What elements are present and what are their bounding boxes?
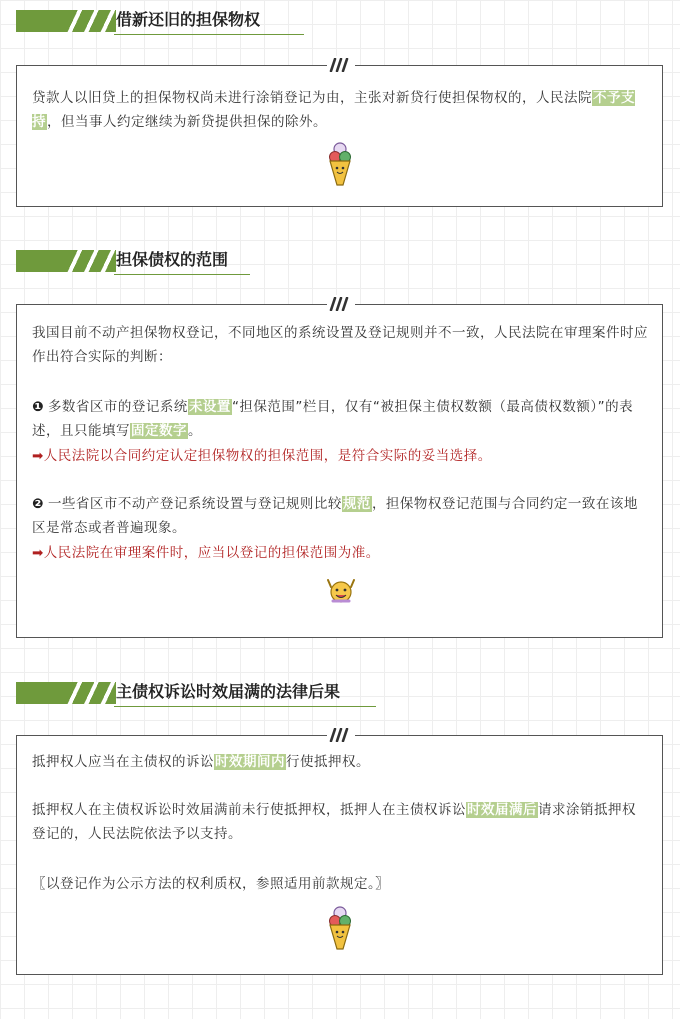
arrow-conclusion-1: ➡人民法院以合同约定认定担保物权的担保范围，是符合实际的妥当选择。 [32, 448, 492, 464]
section-refinance [16, 8, 663, 130]
header-stripe-bar [16, 250, 116, 272]
header-stripe-bar [16, 10, 116, 32]
quote-slash-icon [327, 295, 355, 313]
header-underline [114, 274, 250, 275]
header-stripe-bar [16, 682, 116, 704]
paragraph: 抵押权人应当在主债权的诉讼时效期间内行使抵押权。 [32, 754, 370, 770]
quote-slash-icon [327, 56, 355, 74]
ice-cream-mascot-icon [326, 142, 354, 192]
list-item-1: ❶ 多数省区市的登记系统未设置“担保范围”栏目，仅有“被担保主债权数额（最高债权数额）”的表述，且只能填写固定数字。 [32, 399, 634, 439]
content-box [16, 735, 663, 975]
arrow-conclusion-2: ➡人民法院在审理案件时，应当以登记的担保范围为准。 [32, 545, 380, 561]
note-paragraph: 〖以登记作为公示方法的权利质权，参照适用前款规定。〗 [32, 876, 390, 892]
paragraph: 抵押权人在主债权诉讼时效届满前未行使抵押权，抵押人在主债权诉讼时效届满后请求涂销抵押权登记的，人民法院依法予以支持。 [32, 802, 636, 842]
section-header [16, 8, 663, 36]
section-limitation [16, 680, 663, 892]
content-box [16, 65, 663, 207]
highlight-term: 时效期间内 [215, 754, 285, 770]
section-title: 担保债权的范围 [116, 250, 229, 269]
number-2-icon: ❷ [32, 496, 44, 512]
header-underline [114, 34, 304, 35]
cheering-mascot-icon [327, 577, 355, 609]
section-title: 主债权诉讼时效届满的法律后果 [116, 682, 341, 701]
paragraph: 贷款人以旧贷上的担保物权尚未进行涂销登记为由，主张对新贷行使担保物权的，人民法院不予支持，但当事人约定继续为新贷提供担保的除外。 [32, 90, 635, 130]
highlight-term: 固定数字 [131, 423, 187, 439]
section-header [16, 248, 663, 276]
highlight-term: 不予支持 [32, 90, 635, 130]
quote-slash-icon [327, 726, 355, 744]
highlight-term: 未设置 [188, 399, 231, 415]
section-scope [16, 248, 663, 561]
content-box [16, 304, 663, 638]
number-1-icon: ❶ [32, 399, 44, 415]
section-header [16, 680, 663, 708]
header-underline [114, 706, 376, 707]
section-title: 借新还旧的担保物权 [116, 10, 261, 29]
intro-paragraph: 我国目前不动产担保物权登记，不同地区的系统设置及登记规则并不一致，人民法院在审理案件时应作出符合实际的判断： [32, 325, 648, 365]
ice-cream-mascot-icon [326, 906, 354, 956]
highlight-term: 规范 [342, 496, 371, 512]
highlight-term: 时效届满后 [467, 802, 537, 818]
list-item-2: ❷ 一些省区市不动产登记系统设置与登记规则比较规范，担保物权登记范围与合同约定一致在该地区是常态或者普遍现象。 [32, 496, 638, 536]
